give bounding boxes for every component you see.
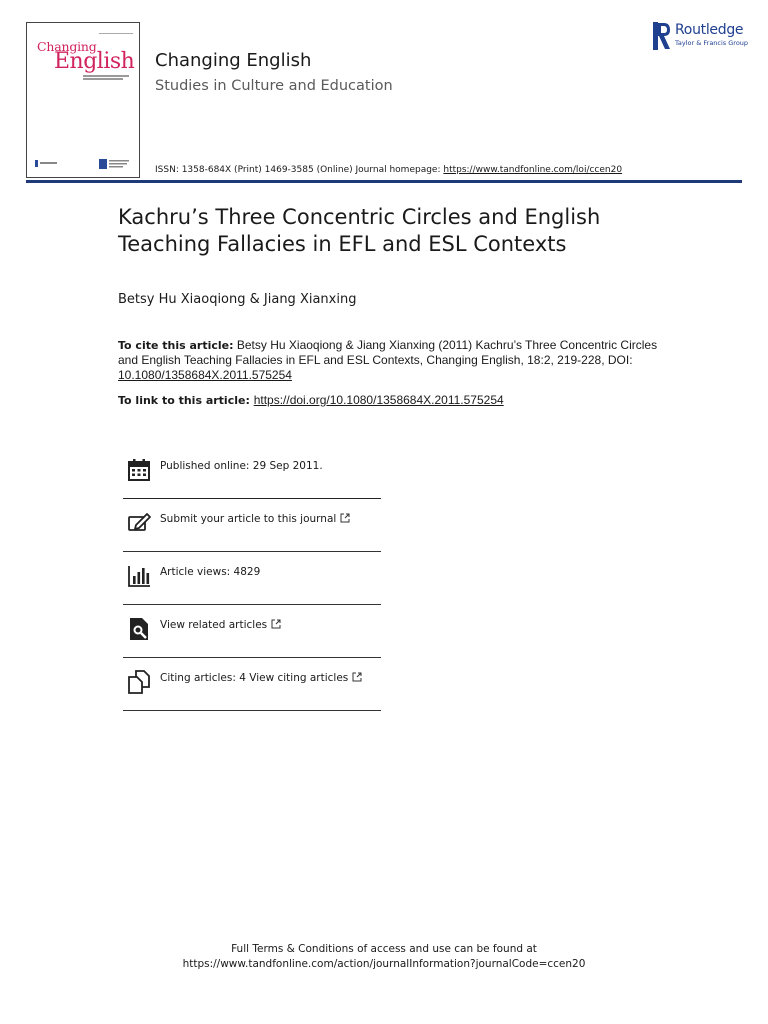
footer-text: Full Terms & Conditions of access and use can be found at <box>231 943 537 955</box>
routledge-r-icon <box>653 22 671 50</box>
search-document-icon <box>127 617 151 641</box>
footer-terms-link[interactable]: https://www.tandfonline.com/action/journalInformation?journalCode=ccen20 <box>182 958 586 970</box>
cover-title-line2: English <box>54 49 135 74</box>
external-link-icon <box>352 672 362 682</box>
calendar-icon <box>127 458 151 482</box>
edit-icon <box>127 511 151 535</box>
citing-articles-label: Citing articles: 4 View citing articles <box>160 672 349 684</box>
cover-volume-line <box>99 33 133 34</box>
published-date: Published online: 29 Sep 2011. <box>160 460 323 472</box>
published-row <box>123 446 381 499</box>
article-views: Article views: 4829 <box>160 566 261 578</box>
journal-homepage-link[interactable]: https://www.tandfonline.com/loi/ccen20 <box>443 165 623 175</box>
issn-line <box>155 165 622 175</box>
article-title <box>118 204 678 258</box>
citing-documents-icon <box>127 670 151 694</box>
terms-footer <box>0 942 768 972</box>
citing-articles-link[interactable] <box>160 672 362 684</box>
article-authors: Betsy Hu Xiaoqiong & Jiang Xianxing <box>118 292 357 307</box>
header-divider <box>26 180 742 183</box>
publisher-logo <box>653 22 748 52</box>
cite-label: To cite this article: <box>118 339 234 352</box>
journal-title: Changing English <box>155 50 312 71</box>
submit-article-row[interactable] <box>123 499 381 552</box>
citation-block <box>118 338 668 383</box>
link-label: To link to this article: <box>118 394 254 407</box>
cite-text: Betsy Hu Xiaoqiong & Jiang Xianxing (2011) Kachru’s Three Concentric Circles and English Teaching Fallacies in EFL and ESL Contexts, Changing English, 18:2, 219-228, DOI: <box>118 338 658 367</box>
cover-subtitle-line <box>83 75 129 77</box>
external-link-icon <box>271 619 281 629</box>
cover-subtitle-line <box>83 78 123 80</box>
article-info-panel <box>123 446 381 711</box>
related-articles-link[interactable] <box>160 619 281 631</box>
article-url-link[interactable]: https://doi.org/10.1080/1358684X.2011.575254 <box>253 393 504 407</box>
external-link-icon <box>340 513 350 523</box>
journal-cover-image <box>26 22 140 178</box>
submit-article-label: Submit your article to this journal <box>160 513 337 525</box>
cover-title-line1: Changing <box>37 39 97 54</box>
article-link-block <box>118 393 504 407</box>
related-articles-row[interactable] <box>123 605 381 658</box>
article-title-line: Teaching Fallacies in EFL and ESL Contexts <box>118 232 567 256</box>
article-title-line: Kachru’s Three Concentric Circles and English <box>118 205 601 229</box>
bar-chart-icon <box>127 564 151 588</box>
journal-subtitle: Studies in Culture and Education <box>155 78 393 94</box>
article-views-row <box>123 552 381 605</box>
publisher-group: Taylor & Francis Group <box>675 39 749 47</box>
cover-publisher-logo <box>35 160 59 167</box>
submit-article-link[interactable] <box>160 513 350 525</box>
cover-imprint-logo <box>99 159 131 169</box>
publisher-name: Routledge <box>675 22 744 38</box>
related-articles-label: View related articles <box>160 619 268 631</box>
citing-articles-row[interactable] <box>123 658 381 711</box>
issn-text: ISSN: 1358-684X (Print) 1469-3585 (Online) Journal homepage: <box>155 165 444 175</box>
doi-link[interactable]: 10.1080/1358684X.2011.575254 <box>118 368 292 382</box>
